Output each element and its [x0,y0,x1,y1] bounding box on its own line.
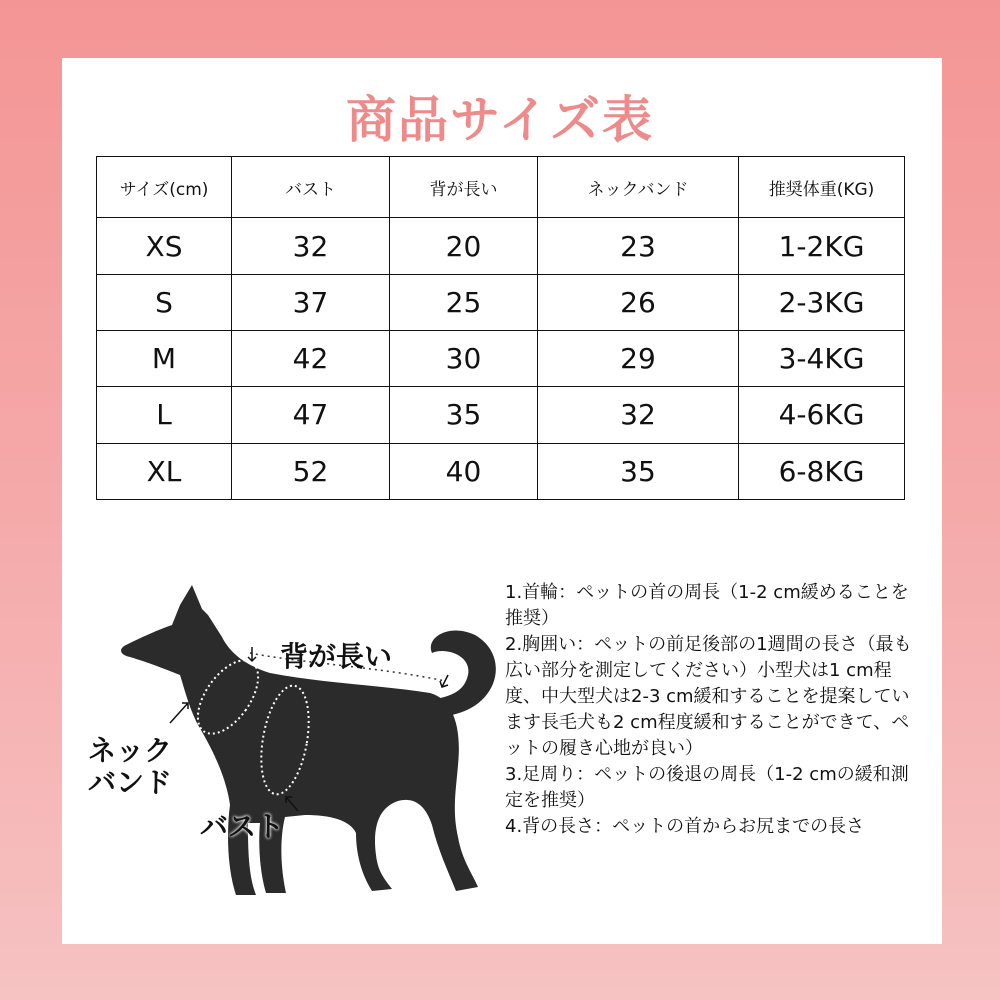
cell-size: M [97,331,232,387]
neckband-label [88,735,172,799]
cell-size: XL [97,443,232,499]
cell-weight: 3-4KG [739,331,905,387]
header-neckband: ネックバンド [538,157,739,218]
header-back-length: 背が長い [390,157,538,218]
cell-bust: 47 [232,387,390,443]
note-item: 1.首輪：ペットの首の周長（1-2 cm緩めることを推奨） [505,582,909,629]
bust-label: バスト [200,810,285,843]
cell-back-length: 30 [390,331,538,387]
neckband-label-line2: バンド [88,766,173,799]
cell-back-length: 40 [390,443,538,499]
cell-weight: 1-2KG [739,218,905,274]
page-title: 商品サイズ表 [346,91,654,149]
size-table [96,156,905,500]
cell-size: XS [97,218,232,274]
note-item: 3.足周り：ペットの後退の周長（1-2 cmの緩和測定を推奨） [505,764,909,811]
table-row [97,274,905,330]
cell-neckband: 29 [538,331,739,387]
table-row [97,443,905,499]
header-weight: 推奨体重(KG) [739,157,905,218]
cell-neckband: 32 [538,387,739,443]
cell-neckband: 26 [538,274,739,330]
cell-neckband: 35 [538,443,739,499]
cell-weight: 4-6KG [739,387,905,443]
cell-back-length: 20 [390,218,538,274]
cell-back-length: 35 [390,387,538,443]
measurement-notes [505,580,925,840]
back-length-label: 背が長い [280,640,393,673]
neckband-label-line1: ネック [88,734,173,767]
cell-bust: 42 [232,331,390,387]
table-header-row [97,157,905,218]
cell-size: S [97,274,232,330]
cell-bust: 37 [232,274,390,330]
cell-bust: 32 [232,218,390,274]
table-row [97,218,905,274]
note-item: 4.背の長さ：ペットの首からお尻までの長さ [505,816,865,837]
header-size: サイズ(cm) [97,157,232,218]
cell-weight: 2-3KG [739,274,905,330]
header-bust: バスト [232,157,390,218]
cell-back-length: 25 [390,274,538,330]
cell-bust: 52 [232,443,390,499]
table-row [97,387,905,443]
note-item: 2.胸囲い：ペットの前足後部の1週間の長さ（最も広い部分を測定してください）小型犬は1 cm程度、中大型犬は2-3 cm緩和することを提案しています長毛犬も2 cm程度緩和することができて、ペットの履き心地が良い） [505,634,912,759]
cell-size: L [97,387,232,443]
dog-measurement-diagram [80,575,520,915]
cell-weight: 6-8KG [739,443,905,499]
cell-neckband: 23 [538,218,739,274]
table-row [97,331,905,387]
